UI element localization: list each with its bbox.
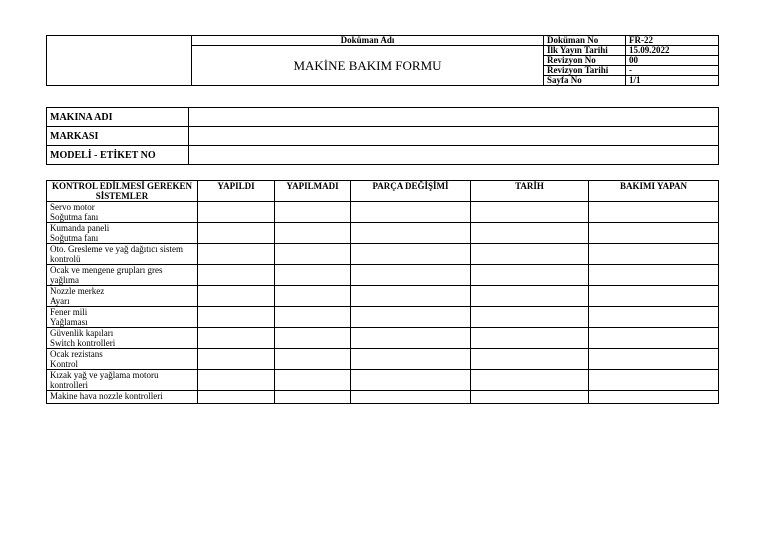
system-item-line2: yağlıma <box>50 275 79 285</box>
maintainer-cell[interactable] <box>589 370 719 391</box>
system-item-line2: kontrolü <box>50 254 81 264</box>
system-item-line2: Kontrol <box>50 359 78 369</box>
part-change-cell[interactable] <box>351 391 471 404</box>
part-change-cell[interactable] <box>351 265 471 286</box>
system-item-line1: Oto. Gresleme ve yağ dağıtıcı sistem <box>50 244 183 254</box>
done-cell[interactable] <box>198 202 275 223</box>
part-change-cell[interactable] <box>351 328 471 349</box>
column-header-systems: KONTROL EDİLMESİ GEREKEN SİSTEMLER <box>47 181 198 202</box>
maintainer-cell[interactable] <box>589 244 719 265</box>
machine-name-field[interactable] <box>189 108 719 127</box>
date-cell[interactable] <box>471 370 589 391</box>
system-item <box>47 307 198 328</box>
date-cell[interactable] <box>471 349 589 370</box>
column-header-done: YAPILDI <box>198 181 275 202</box>
system-item <box>47 286 198 307</box>
part-change-cell[interactable] <box>351 349 471 370</box>
document-header <box>46 35 719 86</box>
table-row <box>47 286 719 307</box>
meta-value: 15.09.2022 <box>626 46 719 56</box>
done-cell[interactable] <box>198 223 275 244</box>
not-done-cell[interactable] <box>275 328 351 349</box>
done-cell[interactable] <box>198 391 275 404</box>
table-row <box>47 223 719 244</box>
maintainer-cell[interactable] <box>589 265 719 286</box>
not-done-cell[interactable] <box>275 244 351 265</box>
system-item-line1: Fener mili <box>50 307 88 317</box>
table-row <box>47 391 719 404</box>
system-item-line2: kontrolleri <box>50 380 88 390</box>
part-change-cell[interactable] <box>351 307 471 328</box>
part-change-cell[interactable] <box>351 223 471 244</box>
column-header-part-change: PARÇA DEĞİŞİMİ <box>351 181 471 202</box>
maintainer-cell[interactable] <box>589 286 719 307</box>
done-cell[interactable] <box>198 244 275 265</box>
system-item <box>47 244 198 265</box>
system-item <box>47 391 198 404</box>
maintenance-checklist <box>46 180 719 404</box>
date-cell[interactable] <box>471 265 589 286</box>
not-done-cell[interactable] <box>275 391 351 404</box>
part-change-cell[interactable] <box>351 286 471 307</box>
document-name-label: Doküman Adı <box>192 36 544 46</box>
maintainer-cell[interactable] <box>589 307 719 328</box>
table-row <box>47 244 719 265</box>
meta-value: - <box>626 66 719 76</box>
part-change-cell[interactable] <box>351 244 471 265</box>
date-cell[interactable] <box>471 286 589 307</box>
table-row <box>47 202 719 223</box>
maintainer-cell[interactable] <box>589 223 719 244</box>
system-item <box>47 223 198 244</box>
done-cell[interactable] <box>198 370 275 391</box>
done-cell[interactable] <box>198 328 275 349</box>
date-cell[interactable] <box>471 328 589 349</box>
meta-label: Doküman No <box>544 36 626 46</box>
system-item-line1: Kızak yağ ve yağlama motoru <box>50 370 159 380</box>
meta-value: 1/1 <box>626 76 719 86</box>
meta-label: Revizyon No <box>544 56 626 66</box>
system-item-line2: Soğutma fanı <box>50 233 99 243</box>
system-item-line2: Ayarı <box>50 296 70 306</box>
meta-value: FR-22 <box>626 36 719 46</box>
date-cell[interactable] <box>471 202 589 223</box>
logo-area <box>47 36 192 86</box>
form-title: MAKİNE BAKIM FORMU <box>192 46 544 86</box>
not-done-cell[interactable] <box>275 370 351 391</box>
system-item <box>47 202 198 223</box>
model-tag-label: MODELİ - ETİKET NO <box>47 146 189 165</box>
system-item <box>47 328 198 349</box>
part-change-cell[interactable] <box>351 202 471 223</box>
maintainer-cell[interactable] <box>589 328 719 349</box>
not-done-cell[interactable] <box>275 223 351 244</box>
system-item-line2: Switch kontrolleri <box>50 338 116 348</box>
not-done-cell[interactable] <box>275 349 351 370</box>
system-item-line2: Soğutma fanı <box>50 212 99 222</box>
system-item <box>47 265 198 286</box>
model-tag-field[interactable] <box>189 146 719 165</box>
table-row <box>47 349 719 370</box>
date-cell[interactable] <box>471 223 589 244</box>
machine-name-label: MAKINA ADI <box>47 108 189 127</box>
system-item-line1: Ocak ve mengene grupları gres <box>50 265 163 275</box>
column-header-not-done: YAPILMADI <box>275 181 351 202</box>
system-item-line1: Nozzle merkez <box>50 286 105 296</box>
not-done-cell[interactable] <box>275 286 351 307</box>
maintainer-cell[interactable] <box>589 391 719 404</box>
system-item <box>47 370 198 391</box>
table-row <box>47 265 719 286</box>
system-item-line1: Ocak rezistans <box>50 349 103 359</box>
meta-label: Sayfa No <box>544 76 626 86</box>
maintainer-cell[interactable] <box>589 349 719 370</box>
not-done-cell[interactable] <box>275 202 351 223</box>
column-header-date: TARİH <box>471 181 589 202</box>
meta-label: İlk Yayın Tarihi <box>544 46 626 56</box>
meta-label: Revizyon Tarihi <box>544 66 626 76</box>
system-item-line1: Servo motor <box>50 202 95 212</box>
brand-field[interactable] <box>189 127 719 146</box>
date-cell[interactable] <box>471 391 589 404</box>
done-cell[interactable] <box>198 307 275 328</box>
table-row <box>47 370 719 391</box>
done-cell[interactable] <box>198 286 275 307</box>
column-header-maintainer: BAKIMI YAPAN <box>589 181 719 202</box>
not-done-cell[interactable] <box>275 265 351 286</box>
system-item-line1: Makine hava nozzle kontrolleri <box>50 391 163 401</box>
date-cell[interactable] <box>471 307 589 328</box>
brand-label: MARKASI <box>47 127 189 146</box>
date-cell[interactable] <box>471 244 589 265</box>
system-item-line1: Kumanda paneli <box>50 223 110 233</box>
table-row <box>47 307 719 328</box>
system-item-line1: Güvenlik kapıları <box>50 328 114 338</box>
done-cell[interactable] <box>198 349 275 370</box>
part-change-cell[interactable] <box>351 370 471 391</box>
machine-info-table <box>46 107 719 165</box>
meta-value: 00 <box>626 56 719 66</box>
not-done-cell[interactable] <box>275 307 351 328</box>
table-row <box>47 328 719 349</box>
system-item <box>47 349 198 370</box>
maintainer-cell[interactable] <box>589 202 719 223</box>
system-item-line2: Yağlaması <box>50 317 88 327</box>
done-cell[interactable] <box>198 265 275 286</box>
